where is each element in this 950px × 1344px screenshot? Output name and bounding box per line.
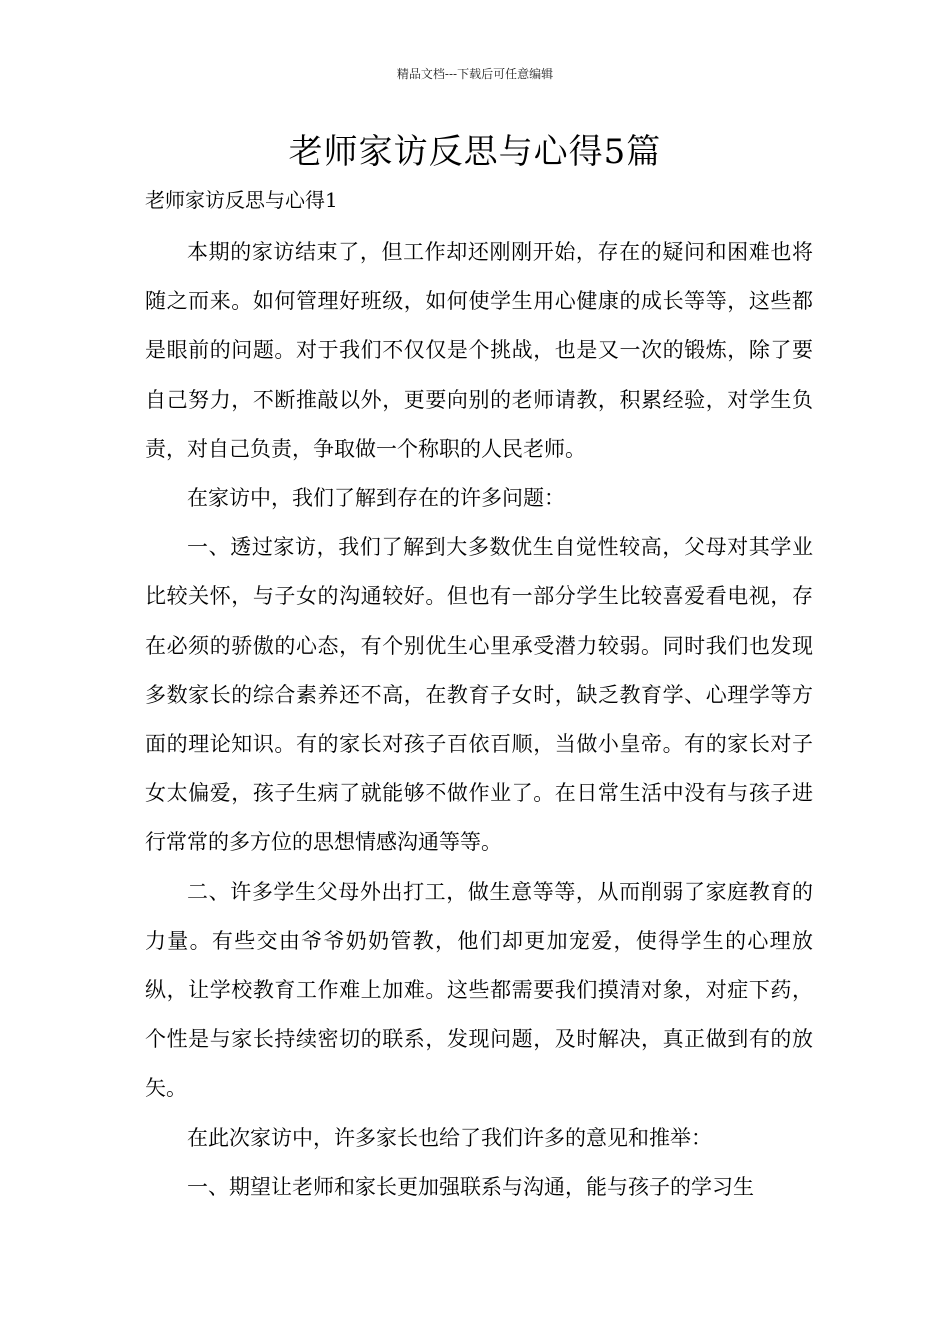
paragraph-4: 二、许多学生父母外出打工，做生意等等，从而削弱了家庭教育的力量。有些交由爷爷奶奶管教，他们却更加宠爱，使得学生的心理放纵，让学校教育工作难上加难。这些都需要我们摸清对象，对症下药，个性是与家长持续密切的联系，发现问题，及时解决，真正做到有的放矢。 — [145, 879, 813, 1101]
paragraph-5: 在此次家访中，许多家长也给了我们许多的意见和推举： — [187, 1125, 712, 1150]
page-title: 老师家访反思与心得5篇 — [288, 132, 662, 172]
header-note: 精品文档---下载后可任意编辑 — [396, 67, 554, 81]
paragraph-3: 一、透过家访，我们了解到大多数优生自觉性较高，父母对其学业比较关怀，与子女的沟通较好。但也有一部分学生比较喜爱看电视，存在必须的骄傲的心态，有个别优生心里承受潜力较弱。同时我们也发现多数家长的综合素养还不高，在教育子女时，缺乏教育学、心理学等方面的理论知识。有的家长对孩子百依百顺，当做小皇帝。有的家长对子女太偏爱，孩子生病了就能够不做作业了。在日常生活中没有与孩子进行常常的多方位的思想情感沟通等等。 — [145, 535, 813, 855]
section-title: 老师家访反思与心得1 — [145, 188, 338, 212]
document-body — [145, 228, 813, 1212]
paragraph-2: 在家访中，我们了解到存在的许多问题： — [187, 486, 565, 511]
paragraph-1: 本期的家访结束了，但工作却还刚刚开始，存在的疑问和困难也将随之而来。如何管理好班级，如何使学生用心健康的成长等等，这些都是眼前的问题。对于我们不仅仅是个挑战，也是又一次的锻炼，除了要自己努力，不断推敲以外，更要向别的老师请教，积累经验，对学生负责，对自己负责，争取做一个称职的人民老师。 — [145, 240, 813, 461]
paragraph-6: 一、期望让老师和家长更加强联系与沟通，能与孩子的学习生 — [187, 1174, 754, 1199]
